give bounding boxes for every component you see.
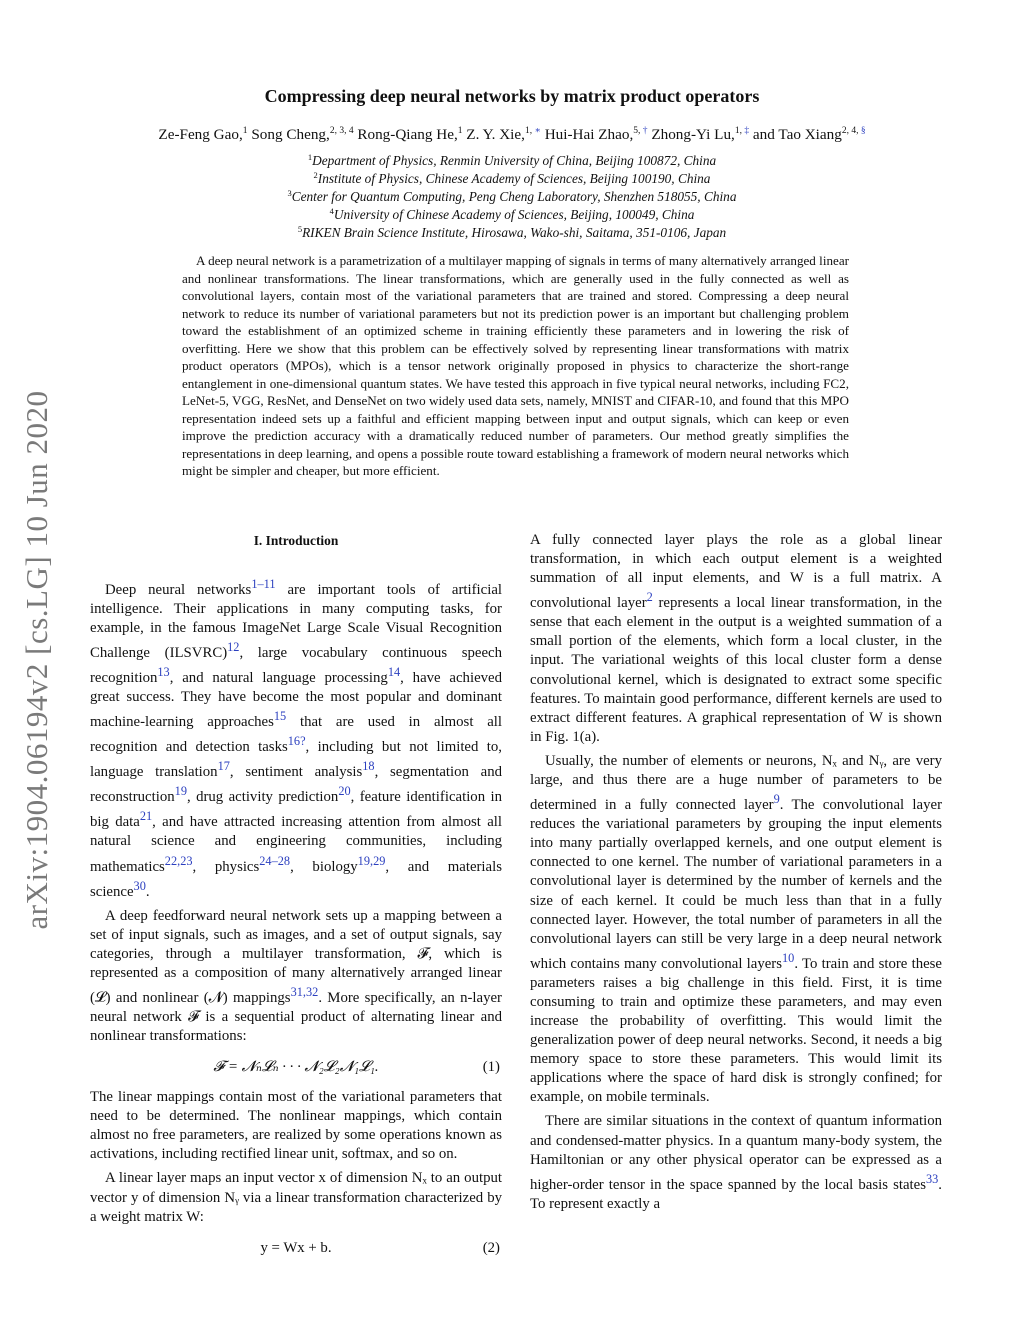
left-column: [90, 575, 502, 1269]
author: and Tao Xiang: [752, 126, 842, 143]
author-affiliation-mark: 2, 3, 4: [329, 126, 354, 136]
section-heading: I. Introduction: [253, 533, 339, 548]
abstract: [182, 252, 849, 480]
author: Rong-Qiang He,: [357, 126, 458, 143]
citation-link[interactable]: 21: [139, 809, 153, 824]
author: Song Cheng,: [251, 126, 330, 143]
paragraph: A linear layer maps an input vector x of dimension Nₓ to an output vector y of dimension Nᵧ via a linear transformation characterized by a weight matrix W:: [90, 1170, 502, 1225]
footnote-link[interactable]: ‡: [744, 126, 750, 136]
affiliation: $^2$Institute of Physics, Chinese Academy of Sciences, Beijing 100190, China: [313, 170, 711, 186]
equation-number: (2): [482, 1239, 500, 1256]
citation-link[interactable]: 16?: [287, 734, 306, 749]
abstract-text: A deep neural network is a parametrization of a multilayer mapping of signals in terms of many alternatively arranged linear and nonlinear transformations. The linear transformations, which are generally used in the fully connected as well as convolutional layers, contain most of the variational parameters that are trained and stored. Compressing a deep neural network to reduce its number of variational parameters but not its prediction power is an important but challenging problem toward the establishment of an optimized scheme in training efficiently these parameters and in lowering the risk of overfitting. Here we show that this problem can be effectively solved by representing linear transformations with matrix product operators (MPOs), which is a tensor network originally proposed in physics to characterize the short-range entanglement in one-dimensional quantum states. We have tested this approach in five typical neural networks, including FC2, LeNet-5, VGG, ResNet, and DenseNet on two widely used data sets, namely, MNIST and CIFAR-10, and found that this MPO representation indeed sets up a faithful and efficient mapping between input and output signals, which can keep or even improve the prediction accuracy with a dramatically reduced number of parameters. Our method greatly simplifies the representations in deep learning, and opens a possible route toward establishing a framework of modern neural networks which might be simpler and cheaper, but more efficient.: [182, 253, 849, 478]
citation-link[interactable]: 19,29: [357, 853, 386, 868]
author-affiliation-mark: 1: [457, 126, 463, 136]
affiliation: $^4$University of Chinese Academy of Sciences, Beijing, 100049, China: [329, 206, 695, 222]
affiliation: $^1$Department of Physics, Renmin University of China, Beijing 100872, China: [307, 152, 717, 168]
citation-link[interactable]: 14: [387, 665, 401, 680]
footnote-link[interactable]: ∗: [534, 126, 541, 136]
citation-link[interactable]: 22,23: [164, 853, 193, 868]
citation-link[interactable]: 18: [362, 759, 375, 774]
citation-link[interactable]: 9: [773, 792, 780, 807]
author-affiliation-mark: 2, 4, §: [841, 126, 866, 136]
paper-title: Compressing deep neural networks by matrix product operators: [264, 86, 760, 106]
affiliation-list: [0, 152, 1024, 242]
equation-body: y = Wx + b.: [260, 1239, 332, 1256]
citation-link[interactable]: 1–11: [251, 577, 276, 591]
affiliation: $^5$RIKEN Brain Science Institute, Hirosawa, Wako-shi, Saitama, 351-0106, Japan: [297, 224, 727, 240]
citation-link[interactable]: 2: [646, 590, 653, 605]
citation-link[interactable]: 19: [174, 784, 187, 799]
citation-link[interactable]: 17: [217, 759, 230, 774]
paragraph: The linear mappings contain most of the variational parameters that need to be determined. The nonlinear mappings, which contain almost no free parameters, are realized by some operations known as activations, including rectified linear unit, softmax, and so on.: [90, 1089, 502, 1163]
author-affiliation-mark: 1, ‡: [734, 126, 750, 136]
paragraph: Deep neural networks$^{1-11}$ are important tools of artificial intelligence. Their applications in many computing tasks, for example, in the famous ImageNet Large Scale Visual Recognition Challenge (ILSVRC)$^{12}$, large vocabulary continuous speech recognition$^{13}$, and natural language processing$^{14}$, have achieved great success. They have become the most popular and dominant machine-learning approaches$^{15}$ that are used in almost all recognition and detection tasks$^{16?}$, including but not limited to, language translation$^{17}$, sentiment analysis$^{18}$, segmentation and reconstruction$^{19}$, drug activity prediction$^{20}$, feature identification in big data$^{21}$, and have attracted increasing attention from almost all natural science and engineering communities, including mathematics$^{22,23}$, physics$^{24-28}$, biology$^{19,29}$, and materials science$^{30}$.: [90, 577, 502, 900]
citation-link[interactable]: 13: [157, 665, 170, 680]
author: Ze-Feng Gao,: [158, 126, 243, 143]
author-list: [60, 126, 964, 144]
arxiv-sidebar: [6, 360, 68, 960]
author: Z. Y. Xie,: [466, 126, 525, 143]
citation-link[interactable]: 10: [782, 950, 795, 965]
paragraph: There are similar situations in the context of quantum information and condensed-matter physics. In a quantum many-body system, the Hamiltonian or any other physical operator can be expressed as a higher-order tensor in the space spanned by the local basis states$^{33}$. To represent exactly a: [530, 1113, 942, 1212]
citation-link[interactable]: 33: [925, 1171, 939, 1186]
equation-2: [90, 1233, 502, 1263]
affiliation: $^3$Center for Quantum Computing, Peng Cheng Laboratory, Shenzhen 518055, China: [287, 188, 737, 204]
paragraph: A deep feedforward neural network sets up a mapping between a set of input signals, such as images, and a set of output signals, say categories, through a multilayer transformation, 𝓕, which is represented as a composition of many alternatively arranged linear (𝓛) and nonlinear (𝓝) mappings$^{31,32}$. More specifically, an n-layer neural network 𝓕 is a sequential product of alternating linear and nonlinear transformations:: [90, 907, 502, 1045]
author-affiliation-mark: 1: [242, 126, 248, 136]
equation-body: 𝓕 = 𝓝ₙ𝓛ₙ · · · 𝓝₂𝓛₂𝓝₁𝓛₁.: [213, 1059, 379, 1076]
citation-link[interactable]: 20: [338, 784, 351, 799]
citation-link[interactable]: 30: [133, 878, 146, 893]
arxiv-identifier: arXiv:1904.06194v2 [cs.LG] 10 Jun 2020: [19, 390, 54, 930]
paragraph: A fully connected layer plays the role as a global linear transformation, in which each output element is a weighted summation of all input elements, and W is a full matrix. A convolutional layer$^2$ represents a local linear transformation, in the sense that each element in the output is a weighted summation of a small portion of the elements, which form a local cluster, in the input. The variational weights of this local cluster form a dense convolutional kernel, which is designated to extract some specific features. To maintain good performance, different kernels are used to extract different features. A graphical representation of W is shown in Fig. 1(a).: [530, 532, 942, 745]
author-affiliation-mark: 5, †: [633, 126, 648, 136]
citation-link[interactable]: 12: [227, 640, 240, 655]
citation-link[interactable]: 24–28: [259, 853, 291, 868]
footnote-link[interactable]: §: [860, 126, 866, 136]
equation-number: (1): [482, 1059, 500, 1076]
author-affiliation-mark: 1, ∗: [524, 126, 541, 136]
paragraph: Usually, the number of elements or neurons, Nₓ and Nᵧ, are very large, and thus there are a huge number of parameters to be determined in a fully connected layer$^9$. The convolutional layer reduces the variational parameters by grouping the input elements into many partially overlapped kernels, and one output element is connected to one kernel. The number of variational parameters in a convolutional layer is determined by the number of kernels and the size of each kernel. It could be much less than that in a fully connected layer. However, the total number of parameters in all the convolutional layers can still be very large in a deep neural network which contains many convolutional layers$^{10}$. To train and store these parameters raises a big challenge in this field. First, it is time consuming to train and optimize these parameters, and may even increase the probability of overfitting. This would limit the generalization power of deep neural networks. Second, it needs a big memory space to store these parameters. This would limit its applications where the space of hard disk is strongly confined; for example, on mobile terminals.: [530, 752, 942, 1106]
equation-1: [90, 1052, 502, 1082]
citation-link[interactable]: 15: [273, 709, 287, 724]
right-column: [530, 531, 942, 1219]
author: Hui-Hai Zhao,: [544, 126, 634, 143]
footnote-link[interactable]: †: [642, 126, 648, 136]
citation-link[interactable]: 31,32: [290, 984, 319, 999]
author: Zhong-Yi Lu,: [651, 126, 735, 143]
